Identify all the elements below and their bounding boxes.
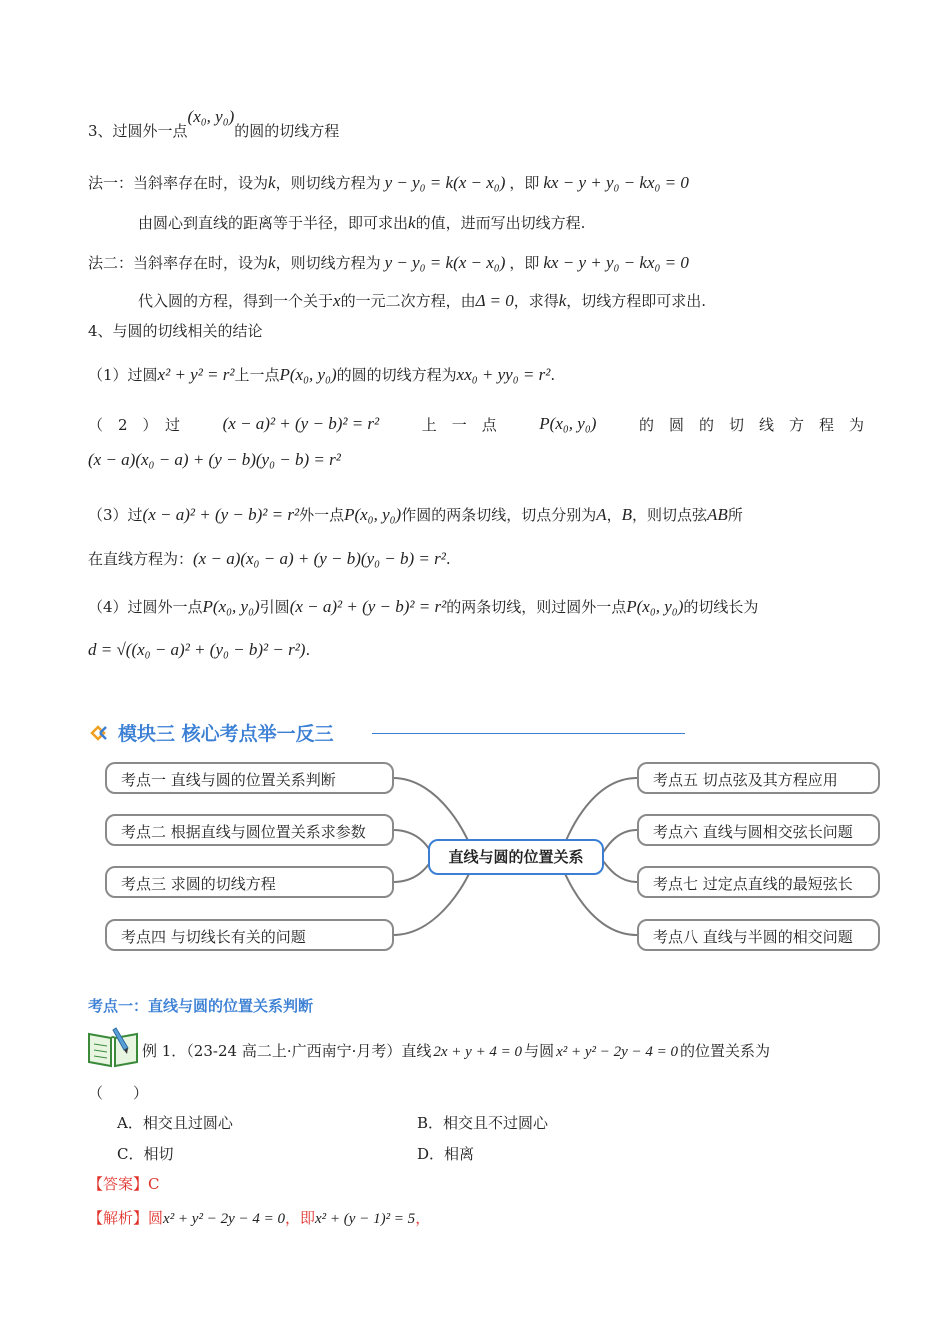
text: 所: [727, 506, 743, 524]
math-eq: (x − a)² + (y − b)² = r²: [222, 414, 380, 433]
text: （ 2 ） 过: [88, 416, 181, 434]
solution-line: [88, 1207, 430, 1228]
math-eq: x² + y² = r²: [157, 365, 235, 384]
math-point: (x₀, y₀): [187, 107, 235, 126]
text: 外一点: [299, 506, 345, 524]
math-eq: (x − a)(x₀ − a) + (y − b)(y₀ − b) = r²: [193, 549, 446, 568]
mindmap-center: 直线与圆的位置关系: [428, 839, 604, 875]
text: （3）过: [88, 506, 143, 524]
mindmap-node-kaodian8: 考点八 直线与半圆的相交问题: [637, 919, 880, 951]
text: 引圆: [259, 598, 290, 616]
text: ，: [415, 1209, 431, 1227]
option-b: B．相交且不过圆心: [417, 1114, 549, 1132]
math-point: P(x₀, y₀): [539, 414, 597, 433]
text: 代入圆的方程，得到一个关于: [138, 292, 334, 310]
text: 法二：当斜率存在时，设为: [88, 254, 269, 272]
module-title: 模块三 核心考点举一反三: [118, 723, 334, 745]
math-point: P(x₀, y₀): [202, 597, 260, 616]
text: ，即: [509, 174, 540, 192]
text: 的 圆 的 切 线 方 程 为: [638, 416, 864, 434]
math-point: P(x₀, y₀): [279, 365, 337, 384]
section4-heading: 4、与圆的切线相关的结论: [88, 322, 263, 340]
text: 3、过圆外一点: [88, 122, 188, 140]
math-eq: d = √((x₀ − a)² + (y₀ − b)² − r²): [88, 640, 306, 659]
text: 的值，进而写出切线方程.: [415, 214, 586, 232]
text: ，则切点弦: [632, 506, 708, 524]
math-eq: 2x + y + 4 = 0: [433, 1044, 523, 1060]
text: 作圆的两条切线，切点分别为: [401, 506, 597, 524]
math-eq: (x − a)(x₀ − a) + (y − b)(y₀ − b) = r²: [88, 450, 341, 469]
answer-value: C: [148, 1175, 160, 1193]
text: ，切线方程即可求出.: [566, 292, 707, 310]
text: ，即: [285, 1209, 316, 1227]
option-d: D．相离: [417, 1145, 475, 1163]
example1-paren: （ ）: [88, 1084, 149, 1102]
text: 的两条切线，则过圆外一点: [446, 598, 627, 616]
text: 的圆的切线方程为: [336, 366, 457, 384]
answer-line: [88, 1173, 160, 1194]
solution-label: 【解析】: [88, 1209, 149, 1227]
math-eq: y − y₀ = k(x − x₀): [384, 253, 506, 272]
mindmap-node-kaodian3: 考点三 求圆的切线方程: [105, 866, 394, 898]
math-k: k: [268, 173, 276, 192]
math-eq: x² + (y − 1)² = 5: [315, 1211, 416, 1227]
text: （4）过圆外一点: [88, 598, 203, 616]
text: 圆: [148, 1209, 164, 1227]
text: 的圆的切线方程: [234, 122, 340, 140]
math-delta: Δ = 0: [475, 291, 514, 310]
math-eq: xx₀ + yy₀ = r²: [456, 365, 551, 384]
text: .: [305, 641, 311, 659]
math-eq: x² + y² − 2y − 4 = 0: [163, 1211, 285, 1227]
text: ，即: [509, 254, 540, 272]
math-eq: y − y₀ = k(x − x₀): [384, 173, 506, 192]
text: .: [550, 366, 556, 384]
math-A: A: [596, 505, 607, 524]
math-eq: kx − y + y₀ − kx₀ = 0: [543, 253, 689, 272]
math-eq: (x − a)² + (y − b)² = r²: [142, 505, 300, 524]
mindmap-node-kaodian4: 考点四 与切线长有关的问题: [105, 919, 394, 951]
mindmap-node-kaodian1: 考点一 直线与圆的位置关系判断: [105, 762, 394, 794]
example1-stem: [142, 1040, 770, 1061]
text: 法一：当斜率存在时，设为: [88, 174, 269, 192]
text: 的一元二次方程，由: [340, 292, 476, 310]
mindmap-node-kaodian6: 考点六 直线与圆相交弦长问题: [637, 814, 880, 846]
text: 上一点: [234, 366, 280, 384]
mindmap-node-kaodian7: 考点七 过定点直线的最短弦长: [637, 866, 880, 898]
option-a: A．相交且过圆心: [117, 1114, 233, 1132]
text: 在直线方程为：: [88, 550, 194, 568]
text: 的切线长为: [683, 598, 759, 616]
option-c: C．相切: [117, 1145, 174, 1163]
text: 的位置关系为: [680, 1042, 771, 1060]
math-eq: (x − a)² + (y − b)² = r²: [289, 597, 447, 616]
text: ，求得: [513, 292, 559, 310]
math-k: k: [558, 291, 567, 310]
book-pen-icon: [86, 1024, 140, 1068]
text: （1）过圆: [88, 366, 158, 384]
text: ，则切线方程为: [275, 174, 381, 192]
text: 与圆: [524, 1042, 555, 1060]
math-point: P(x₀, y₀): [344, 505, 402, 524]
math-point: P(x₀, y₀): [626, 597, 684, 616]
text: ，: [606, 506, 622, 524]
text: 上 一 点: [421, 416, 497, 434]
math-AB: AB: [707, 505, 728, 524]
text: .: [445, 550, 451, 568]
mindmap-node-kaodian2: 考点二 根据直线与圆位置关系求参数: [105, 814, 394, 846]
math-k: k: [268, 253, 276, 272]
answer-label: 【答案】: [88, 1175, 149, 1193]
math-eq: kx − y + y₀ − kx₀ = 0: [543, 173, 689, 192]
math-k: k: [408, 213, 416, 232]
math-B: B: [621, 505, 633, 524]
math-eq: x² + y² − 2y − 4 = 0: [556, 1044, 679, 1060]
mindmap-node-kaodian5: 考点五 切点弦及其方程应用: [637, 762, 880, 794]
text: 由圆心到直线的距离等于半径，即可求出: [138, 214, 409, 232]
math-x: x: [333, 291, 341, 310]
text: ，则切线方程为: [275, 254, 381, 272]
kaodian1-title: 考点一：直线与圆的位置关系判断: [88, 997, 314, 1015]
text: 例 1．（23-24 高二上·广西南宁·月考）直线: [142, 1042, 432, 1060]
